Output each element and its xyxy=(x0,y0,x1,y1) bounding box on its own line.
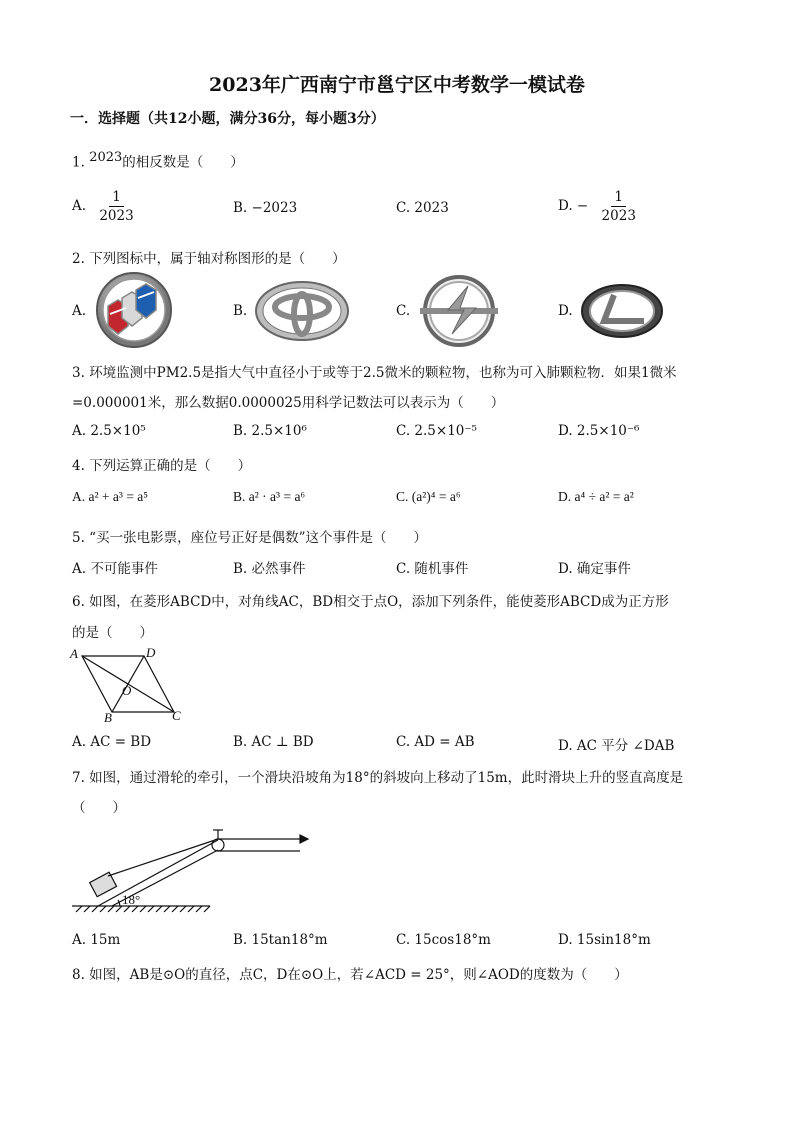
q4-option-d[interactable]: D. a⁴ ÷ a² = a² xyxy=(558,489,634,504)
option-label: D. − xyxy=(558,198,589,214)
rhombus-figure xyxy=(66,644,196,726)
page-title: 2023年广西南宁市邕宁区中考数学一模试卷 xyxy=(209,74,585,96)
numerator: 1 xyxy=(109,188,124,207)
question-3-line-2: =0.000001米，那么数据0.0000025用科学记数法可以表示为（ ） xyxy=(72,395,505,411)
q3-option-c[interactable]: C. 2.5×10⁻⁵ xyxy=(396,423,477,439)
denominator: 2023 xyxy=(99,208,134,224)
slider-block xyxy=(90,872,117,896)
q7-option-d[interactable]: D. 15sin18°m xyxy=(558,932,651,948)
section-heading: 一．选择题（共12小题，满分36分，每小题3分） xyxy=(70,111,385,127)
question-6-line-1: 6. 如图，在菱形ABCD中，对角线AC，BD相交于点O，添加下列条件，能使菱形ABCD成为正方形 xyxy=(72,594,669,610)
q7-option-b[interactable]: B. 15tan18°m xyxy=(233,932,328,948)
q1-text: 的相反数是（ ） xyxy=(122,154,244,171)
question-8: 8. 如图，AB是⊙O的直径，点C，D在⊙O上，若∠ACD = 25°，则∠AOD的度数为（ ） xyxy=(72,967,628,983)
opel-logo-icon xyxy=(418,272,500,350)
q2-option-b[interactable]: B. xyxy=(233,303,248,319)
question-4: 4. 下列运算正确的是（ ） xyxy=(72,458,252,474)
point-label-c: C xyxy=(172,708,181,723)
q1-prefix: 1. xyxy=(72,154,85,171)
buick-logo-icon xyxy=(94,270,174,350)
ground-hatching xyxy=(76,906,210,912)
q7-option-a[interactable]: A. 15m xyxy=(72,932,121,948)
q5-option-d[interactable]: D. 确定事件 xyxy=(558,561,631,577)
question-6-line-2: 的是（ ） xyxy=(72,625,153,641)
fraction xyxy=(96,188,136,225)
q1-number: 2023 xyxy=(89,150,123,165)
numerator: 1 xyxy=(611,188,626,207)
q4-option-b[interactable]: B. a² · a³ = a⁶ xyxy=(233,489,306,504)
q6-option-a[interactable]: A. AC = BD xyxy=(72,734,152,750)
point-label-o: O xyxy=(122,683,132,698)
q4-option-a[interactable]: A. a² + a³ = a⁵ xyxy=(72,489,149,504)
question-7-line-1: 7. 如图，通过滑轮的牵引，一个滑块沿坡角为18°的斜坡向上移动了15m，此时滑块上升的竖直高度是 xyxy=(72,770,684,786)
q2-option-c[interactable]: C. xyxy=(396,303,411,319)
point-label-d: D xyxy=(146,645,156,660)
fraction xyxy=(599,188,639,225)
q1-option-c[interactable]: C. 2023 xyxy=(396,200,449,216)
question-2: 2. 下列图标中，属于轴对称图形的是（ ） xyxy=(72,251,346,267)
q3-option-b[interactable]: B. 2.5×10⁶ xyxy=(233,423,307,439)
lexus-logo-icon xyxy=(580,283,664,339)
pulley-slope-figure xyxy=(68,826,314,916)
option-label: A. xyxy=(72,198,87,214)
q3-option-a[interactable]: A. 2.5×10⁵ xyxy=(72,423,146,439)
arrow-head xyxy=(300,835,308,843)
q7-option-c[interactable]: C. 15cos18°m xyxy=(396,932,491,948)
q1-option-d[interactable] xyxy=(558,188,639,225)
point-label-a: A xyxy=(70,646,78,661)
denominator: 2023 xyxy=(601,208,636,224)
q6-option-d[interactable]: D. AC 平分 ∠DAB xyxy=(558,738,675,754)
q1-option-a[interactable] xyxy=(72,188,137,225)
q4-option-c[interactable]: C. (a²)⁴ = a⁶ xyxy=(396,489,461,504)
q5-option-c[interactable]: C. 随机事件 xyxy=(396,561,469,577)
question-7-line-2: （ ） xyxy=(72,800,126,816)
q2-option-d[interactable]: D. xyxy=(558,303,573,319)
q6-option-c[interactable]: C. AD = AB xyxy=(396,734,475,750)
q1-option-b[interactable]: B. −2023 xyxy=(233,200,298,216)
q5-option-a[interactable]: A. 不可能事件 xyxy=(72,561,158,577)
q6-option-b[interactable]: B. AC ⊥ BD xyxy=(233,734,314,750)
question-3-line-1: 3. 环境监测中PM2.5是指大气中直径小于或等于2.5微米的颗粒物，也称为可入肺颗粒物．如果1微米 xyxy=(72,365,677,381)
angle-label: 18° xyxy=(122,892,141,907)
point-label-b: B xyxy=(104,710,112,725)
q2-option-a[interactable]: A. xyxy=(72,303,87,319)
q5-option-b[interactable]: B. 必然事件 xyxy=(233,561,306,577)
toyota-logo-icon xyxy=(254,280,350,342)
question-5: 5. “买一张电影票，座位号正好是偶数”这个事件是（ ） xyxy=(72,530,427,546)
question-1 xyxy=(72,150,244,171)
q3-option-d[interactable]: D. 2.5×10⁻⁶ xyxy=(558,423,640,439)
